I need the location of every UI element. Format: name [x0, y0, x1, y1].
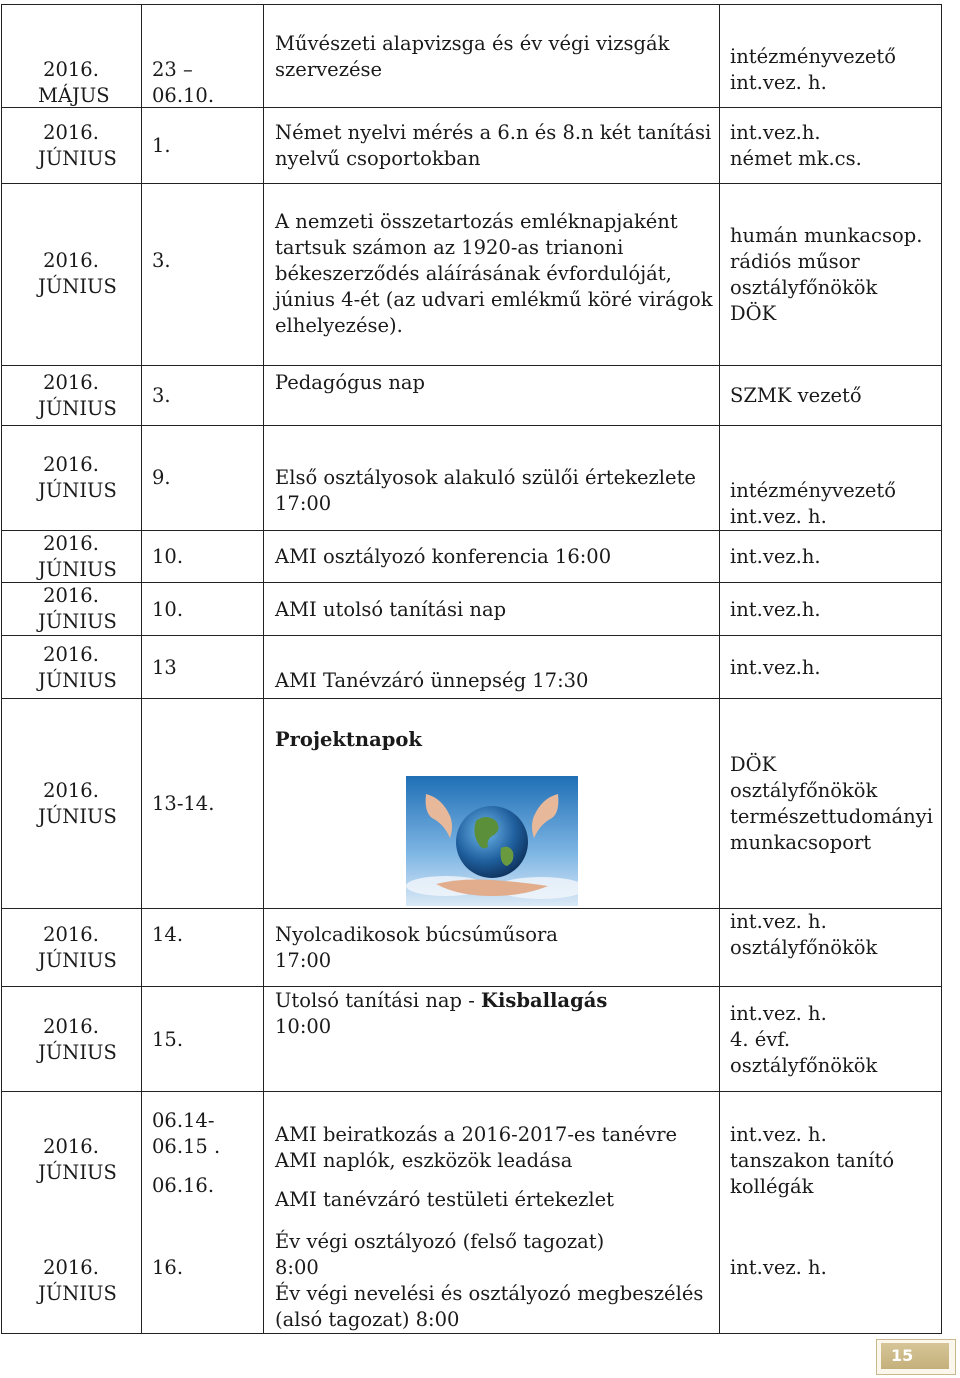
day-cell: 14.	[152, 923, 184, 946]
responsible-cell: int.vez. h.	[730, 1256, 827, 1279]
table-border-col1	[141, 4, 142, 1334]
table-border-left	[1, 4, 2, 1334]
row-divider	[1, 107, 942, 108]
day-cell: 23 – 06.10.	[152, 58, 215, 107]
responsible-cell: int.vez.h.	[730, 656, 821, 679]
table-border-top	[1, 4, 942, 5]
row-divider	[1, 183, 942, 184]
month-cell: 2016. JÚNIUS	[38, 121, 117, 170]
month-cell: 2016. JÚNIUS	[38, 584, 117, 633]
day-cell: 15.	[152, 1028, 184, 1051]
event-cell: Utolsó tanítási nap - Kisballagás 10:00	[275, 989, 608, 1038]
page-number: 15	[881, 1343, 949, 1369]
day-cell: 3.	[152, 384, 171, 407]
row-divider	[1, 425, 942, 426]
row-divider	[1, 582, 942, 583]
day-cell: 06.14- 06.15 . 06.16.	[152, 1109, 221, 1197]
month-cell: 2016. JÚNIUS	[38, 923, 117, 972]
month-cell: 2016. JÚNIUS	[38, 1256, 117, 1305]
day-cell: 10.	[152, 545, 184, 568]
month-cell: 2016. JÚNIUS	[38, 1135, 117, 1184]
month-cell: 2016. JÚNIUS	[38, 249, 117, 298]
month-cell: 2016. JÚNIUS	[38, 532, 117, 581]
row-divider	[1, 1091, 942, 1092]
month-cell: 2016. JÚNIUS	[38, 643, 117, 692]
event-cell: Év végi osztályozó (felső tagozat) 8:00 Év végi nevelési és osztályozó megbeszélés (alsó tagozat) 8:00	[275, 1230, 704, 1331]
event-cell: AMI utolsó tanítási nap	[275, 598, 507, 621]
day-cell: 16.	[152, 1256, 184, 1279]
month-cell: 2016. JÚNIUS	[38, 779, 117, 828]
event-cell: Első osztályosok alakuló szülői értekezlete 17:00	[275, 466, 696, 515]
responsible-cell: int.vez. h. osztályfőnökök	[730, 910, 878, 959]
responsible-cell: DÖK osztályfőnökök természettudományi munkacsoport	[730, 753, 933, 854]
event-cell: Nyolcadikosok búcsúműsora 17:00	[275, 923, 558, 972]
month-cell: 2016. JÚNIUS	[38, 453, 117, 502]
day-cell: 13	[152, 656, 177, 679]
responsible-cell: int.vez.h. német mk.cs.	[730, 121, 862, 170]
responsible-cell: int.vez. h. tanszakon tanító kollégák	[730, 1123, 895, 1198]
table-border-bottom	[1, 1333, 942, 1334]
responsible-cell: humán munkacsop. rádiós műsor osztályfőnökök DÖK	[730, 224, 923, 325]
day-cell: 3.	[152, 249, 171, 272]
row-divider	[1, 365, 942, 366]
responsible-cell: intézményvezető int.vez. h.	[730, 479, 896, 528]
globe-in-hands-icon	[406, 776, 578, 906]
day-cell: 13-14.	[152, 792, 215, 815]
row-divider	[1, 986, 942, 987]
responsible-cell: int.vez.h.	[730, 545, 821, 568]
table-border-right	[941, 4, 942, 1334]
day-cell: 10.	[152, 598, 184, 621]
event-text: Utolsó tanítási nap -	[275, 989, 482, 1012]
event-cell: Német nyelvi mérés a 6.n és 8.n két tanítási nyelvű csoportokban	[275, 121, 712, 170]
month-cell: 2016. MÁJUS	[38, 58, 110, 107]
event-cell: Projektnapok	[275, 728, 422, 751]
table-border-col2	[263, 4, 264, 1334]
responsible-cell: int.vez.h.	[730, 598, 821, 621]
responsible-cell: SZMK vezető	[730, 384, 862, 407]
table-border-col3	[719, 4, 720, 1334]
month-cell: 2016. JÚNIUS	[38, 371, 117, 420]
responsible-cell: int.vez. h. 4. évf. osztályfőnökök	[730, 1002, 878, 1077]
event-cell: Művészeti alapvizsga és év végi vizsgák szervezése	[275, 32, 670, 81]
event-cell: Pedagógus nap	[275, 371, 426, 394]
row-divider	[1, 530, 942, 531]
event-cell: AMI Tanévzáró ünnepség 17:30	[275, 669, 589, 692]
page-number-badge	[876, 1339, 956, 1375]
event-cell: AMI osztályozó konferencia 16:00	[275, 545, 612, 568]
day-cell: 1.	[152, 134, 171, 157]
row-divider	[1, 698, 942, 699]
row-divider	[1, 635, 942, 636]
event-cell: A nemzeti összetartozás emléknapjaként tartsuk számon az 1920-as trianoni békeszerződés aláírásának évfordulóját, június 4-ét (az udvari emlékmű köré virágok elhelyezése).	[275, 210, 713, 337]
day-cell: 9.	[152, 466, 171, 489]
event-text-bold: Kisballagás	[481, 989, 608, 1012]
month-cell: 2016. JÚNIUS	[38, 1015, 117, 1064]
responsible-cell: intézményvezető int.vez. h.	[730, 45, 896, 94]
event-cell: AMI beiratkozás a 2016-2017-es tanévre AMI naplók, eszközök leadása AMI tanévzáró testületi értekezlet	[275, 1123, 678, 1211]
